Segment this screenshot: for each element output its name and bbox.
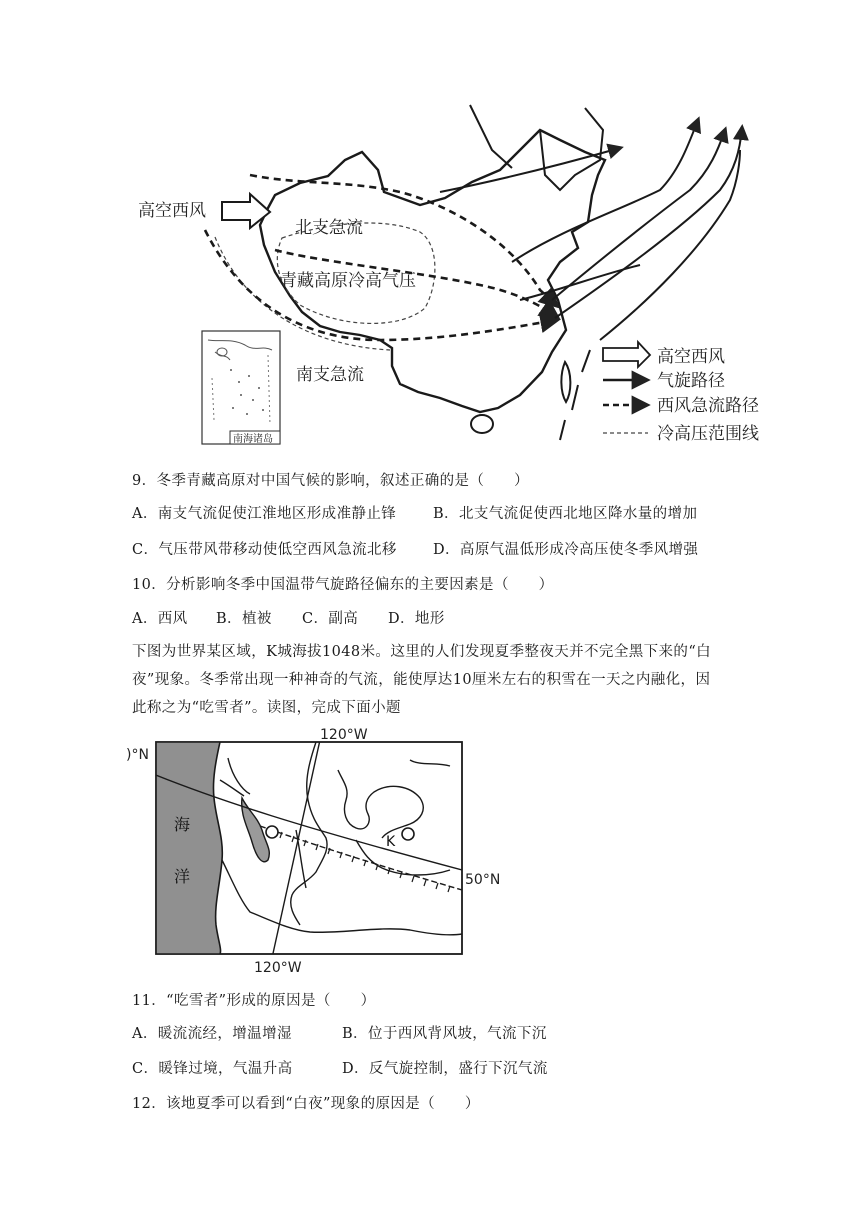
q11-option-b[interactable]: B．位于西风背风坡，气流下沉 bbox=[342, 1026, 547, 1042]
question-10-options bbox=[132, 607, 532, 627]
question-12-stem: 12．该地夏季可以看到“白夜”现象的原因是（ ） bbox=[132, 1096, 480, 1112]
q11-option-d[interactable]: D．反气旋控制，盛行下沉气流 bbox=[342, 1061, 548, 1077]
city-marker-west bbox=[266, 826, 278, 838]
cyclone-path-1 bbox=[440, 148, 620, 192]
label-ocean-1: 海 bbox=[174, 815, 191, 834]
question-9-options-row1 bbox=[132, 502, 752, 522]
q10-option-c[interactable]: C．副高 bbox=[302, 611, 359, 627]
taiwan-island bbox=[561, 362, 570, 402]
hainan-island bbox=[471, 415, 493, 433]
city-marker-k bbox=[402, 828, 414, 840]
q11-option-c[interactable]: C．暖锋过境，气温升高 bbox=[132, 1061, 293, 1077]
q10-option-d[interactable]: D．地形 bbox=[388, 611, 445, 627]
label-plateau-high: 青藏高原冷高气压 bbox=[280, 271, 416, 291]
question-9-stem: 9．冬季青藏高原对中国气候的影响，叙述正确的是（ ） bbox=[132, 473, 530, 489]
legend-label-cyclone-path: 气旋路径 bbox=[657, 371, 725, 391]
map-legend bbox=[603, 342, 759, 444]
china-westerly-jet-map bbox=[0, 0, 860, 455]
cyclone-path-3 bbox=[552, 130, 725, 300]
label-lon-bottom: 120°W bbox=[254, 960, 302, 976]
q10-option-b[interactable]: B．植被 bbox=[216, 611, 272, 627]
question-11-options-row1 bbox=[132, 1022, 752, 1042]
intro-line-2: 夜”现象。冬季常出现一种神奇的气流，能使厚达10厘米左右的积雪在一天之内融化，因 bbox=[132, 672, 711, 688]
question-11-options-row2 bbox=[132, 1057, 752, 1077]
question-9-options-row2 bbox=[132, 538, 752, 558]
q9-option-d[interactable]: D．高原气温低形成冷高压使冬季风增强 bbox=[433, 542, 699, 558]
q9-option-c[interactable]: C．气压带风带移动使低空西风急流北移 bbox=[132, 542, 397, 558]
cyclone-path-2 bbox=[512, 120, 698, 262]
inset-caption: 南海诸岛 bbox=[233, 434, 273, 445]
cyclone-path-6 bbox=[520, 265, 640, 300]
q11-option-a[interactable]: A．暖流流经，增温增湿 bbox=[132, 1026, 292, 1042]
label-lat-right: 50°N bbox=[465, 872, 501, 888]
legend-hollow-arrow-icon bbox=[603, 342, 650, 367]
legend-label-jet-path: 西风急流路径 bbox=[657, 396, 759, 416]
legend-label-cold-high-range: 冷高压范围线 bbox=[657, 424, 759, 444]
south-china-sea-inset bbox=[202, 331, 280, 444]
label-upper-westerly: 高空西风 bbox=[138, 201, 206, 221]
label-city-k: K bbox=[386, 834, 396, 850]
q9-option-b[interactable]: B．北支气流促使西北地区降水量的增加 bbox=[433, 506, 698, 522]
intro-line-1: 下图为世界某区域，K城海拔1048米。这里的人们发现夏季整夜天并不完全黑下来的“白 bbox=[132, 644, 712, 660]
intro-line-3: 此称之为“吃雪者”。读图，完成下面小题 bbox=[132, 700, 401, 716]
label-lon-top: 120°W bbox=[320, 727, 368, 743]
label-ocean-2: 洋 bbox=[174, 867, 191, 886]
k-city-region-map bbox=[120, 720, 501, 980]
northeast-outline bbox=[470, 105, 603, 190]
passage-intro bbox=[132, 638, 711, 722]
label-north-jet: 北支急流 bbox=[295, 218, 363, 238]
upper-westerly-arrow bbox=[222, 194, 270, 228]
question-10-stem: 10．分析影响冬季中国温带气旋路径偏东的主要因素是（ ） bbox=[132, 577, 554, 593]
legend-label-upper-westerly: 高空西风 bbox=[657, 347, 725, 367]
label-lat-left: )°N bbox=[126, 747, 149, 763]
q9-option-a[interactable]: A．南支气流促使江淮地区形成准静止锋 bbox=[132, 506, 397, 522]
label-south-jet: 南支急流 bbox=[296, 365, 364, 385]
q10-option-a[interactable]: A．西风 bbox=[132, 611, 188, 627]
question-11-stem: 11．“吃雪者”形成的原因是（ ） bbox=[132, 993, 376, 1009]
ocean-area bbox=[156, 742, 222, 954]
